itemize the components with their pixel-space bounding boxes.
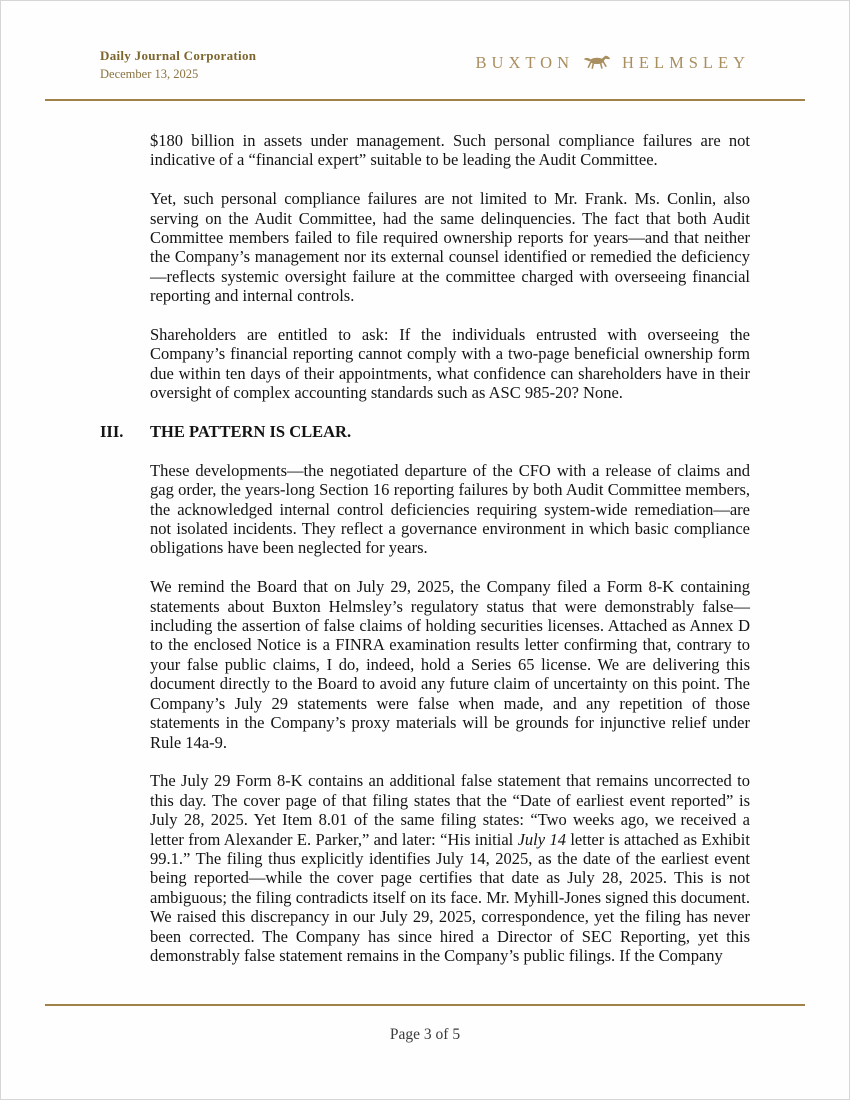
paragraph [150,771,750,965]
logo-word-buxton: BUXTON [475,53,574,72]
paragraph: Shareholders are entitled to ask: If the individuals entrusted with overseeing the Company’s financial reporting cannot comply with a two-page beneficial ownership form due within ten days of their appointments, what confidence can shareholders have in their oversight of complex accounting standards such as ASC 985-20? None. [150,325,750,403]
section-title: THE PATTERN IS CLEAR. [150,422,352,442]
section-number: III. [100,422,124,442]
section-heading [100,422,750,441]
paragraph: These developments—the negotiated departure of the CFO with a release of claims and gag order, the years-long Section 16 reporting failures by both Audit Committee members, the acknowledged internal control deficiencies requiring system-wide remediation—are not isolated incidents. They reflect a governance environment in which basic compliance obligations have been neglected for years. [150,460,750,558]
document-date: December 13, 2025 [100,67,199,81]
final-paragraph-lead: The July 29 Form 8-K contains an additional false statement that remains uncorrected to this day. The cover page of that filing states that the “Date of earliest event reported” is July 28, 2025. Yet Item 8.01 of the same filing states: “Two weeks ago, we received a letter from Alexander E. Parker,” and later: “His initial [150,771,750,849]
company-name: Daily Journal Corporation [100,48,257,63]
paragraph: $180 billion in assets under management. Such personal compliance failures are not indicative of a “financial expert” suitable to be leading the Audit Committee. [150,131,750,170]
page-number: Page 3 of 5 [389,1026,461,1043]
header-divider [45,99,805,101]
final-paragraph-tail: letter is attached as Exhibit 99.1.” The filing thus explicitly identifies July 14, 2025, as the date of the earliest event being reported—while the cover page certifies that date as July 28, 2025. This is not ambiguous; the filing contradicts itself on its face. Mr. Myhill-Jones signed this document. We raised this discrepancy in our July 29, 2025, correspondence, yet the filing has never been corrected. The Company has since hired a Director of SEC Reporting, yet this demonstrably false statement remains in the Company’s public filings. If the Company [150,829,750,965]
final-paragraph-emphasis: July 14 [517,829,566,849]
horse-icon [582,54,614,72]
letterhead-left [100,48,256,82]
paragraph: Yet, such personal compliance failures are not limited to Mr. Frank. Ms. Conlin, also serving on the Audit Committee, had the same delinquencies. The fact that both Audit Committee members failed to file required ownership reports for years—and that neither the Company’s management nor its external counsel identified or remedied the deficiency—reflects systemic oversight failure at the committee charged with overseeing financial reporting and internal controls. [150,189,750,306]
document-body [100,131,750,985]
buxton-helmsley-logo [476,53,750,73]
logo-word-helmsley: HELMSLEY [622,53,750,72]
footer-divider [45,1004,805,1006]
paragraph: We remind the Board that on July 29, 2025, the Company filed a Form 8-K containing statements about Buxton Helmsley’s regulatory status that were demonstrably false—including the assertion of false claims of holding securities licenses. Attached as Annex D to the enclosed Notice is a FINRA examination results letter confirming that, contrary to your false public claims, I do, indeed, hold a Series 65 license. We are delivering this document directly to the Board to avoid any future claim of uncertainty on this point. The Company’s July 29 statements were false when made, and any repetition of those statements in the Company’s proxy materials will be grounds for injunctive relief under Rule 14a-9. [150,577,750,752]
